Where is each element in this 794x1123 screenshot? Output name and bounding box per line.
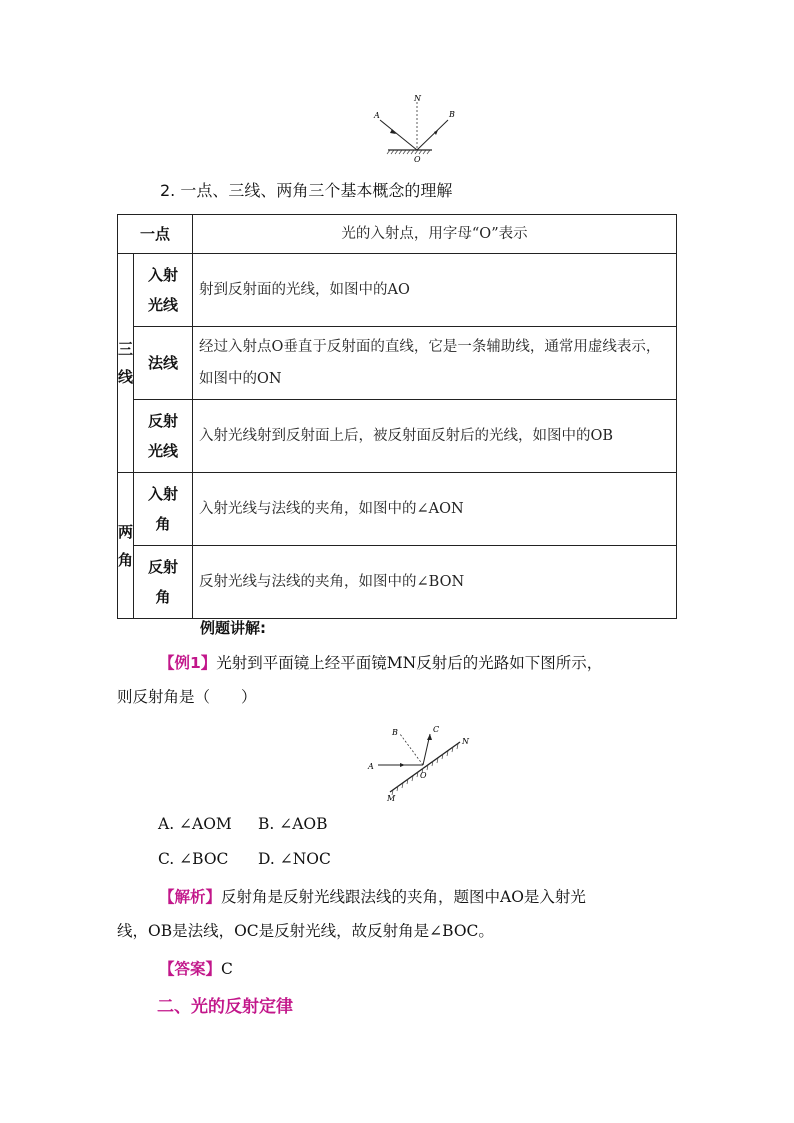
two-angles-label: 两角 bbox=[118, 473, 134, 619]
table-row bbox=[118, 215, 677, 254]
table-row bbox=[118, 546, 677, 619]
table-row bbox=[118, 473, 677, 546]
fig2-label-n: N bbox=[462, 737, 469, 746]
answer bbox=[117, 952, 659, 986]
reflection-angle-label: 反射 角 bbox=[134, 546, 193, 619]
option-c: C. ∠BOC bbox=[158, 850, 229, 868]
option-a: A. ∠AOM bbox=[158, 815, 232, 833]
mirror-diagram bbox=[360, 722, 480, 802]
fig2-label-m: M bbox=[387, 794, 396, 802]
point-desc: 光的入射点，用字母“O”表示 bbox=[193, 215, 677, 254]
analysis-tag: 【解析】 bbox=[159, 888, 222, 906]
section-title: 二、光的反射定律 bbox=[157, 997, 293, 1017]
normal-label: 法线 bbox=[134, 327, 193, 400]
incidence-angle-desc: 入射光线与法线的夹角，如图中的∠AON bbox=[193, 473, 677, 546]
incident-ray-desc: 射到反射面的光线，如图中的AO bbox=[193, 254, 677, 327]
analysis bbox=[117, 880, 677, 948]
answer-tag: 【答案】 bbox=[159, 960, 222, 978]
reflected-ray-label: 反射 光线 bbox=[134, 400, 193, 473]
point-label: 一点 bbox=[118, 215, 193, 254]
fig1-label-b: B bbox=[449, 110, 455, 119]
analysis-line-2: 线，OB是法线，OC是反射光线，故反射角是∠BOC。 bbox=[117, 922, 494, 940]
concepts-table bbox=[117, 214, 677, 619]
fig1-label-a: A bbox=[374, 111, 380, 120]
answer-value: C bbox=[221, 960, 233, 978]
fig2-label-b: B bbox=[392, 728, 398, 737]
table-row bbox=[118, 327, 677, 400]
example-question bbox=[117, 646, 677, 714]
reflection-diagram bbox=[360, 92, 460, 172]
question-line-1: 光射到平面镜上经平面镜MN反射后的光路如下图所示， bbox=[216, 654, 603, 672]
normal-desc: 经过入射点O垂直于反射面的直线，它是一条辅助线，通常用虚线表示，如图中的ON bbox=[193, 327, 677, 400]
question-line-2: 则反射角是（ ） bbox=[117, 688, 257, 706]
incident-ray-label: 入射 光线 bbox=[134, 254, 193, 327]
reflection-angle-desc: 反射光线与法线的夹角，如图中的∠BON bbox=[193, 546, 677, 619]
fig1-label-o: O bbox=[414, 155, 421, 164]
fig1-label-n: N bbox=[414, 94, 421, 103]
table-row bbox=[118, 254, 677, 327]
option-b: B. ∠AOB bbox=[258, 815, 328, 833]
three-lines-label: 三线 bbox=[118, 254, 134, 473]
fig2-label-c: C bbox=[433, 725, 440, 734]
fig2-label-o: O bbox=[420, 771, 427, 780]
example-tag: 【例1】 bbox=[159, 654, 217, 672]
analysis-line-1: 反射角是反射光线跟法线的夹角，题图中AO是入射光 bbox=[221, 888, 586, 906]
option-d: D. ∠NOC bbox=[258, 850, 331, 868]
reflected-ray-desc: 入射光线射到反射面上后，被反射面反射后的光线，如图中的OB bbox=[193, 400, 677, 473]
concepts-heading: 2. 一点、三线、两角三个基本概念的理解 bbox=[160, 181, 453, 200]
incidence-angle-label: 入射 角 bbox=[134, 473, 193, 546]
fig2-label-a: A bbox=[368, 762, 374, 771]
example-title: 例题讲解: bbox=[200, 619, 266, 637]
table-row bbox=[118, 400, 677, 473]
